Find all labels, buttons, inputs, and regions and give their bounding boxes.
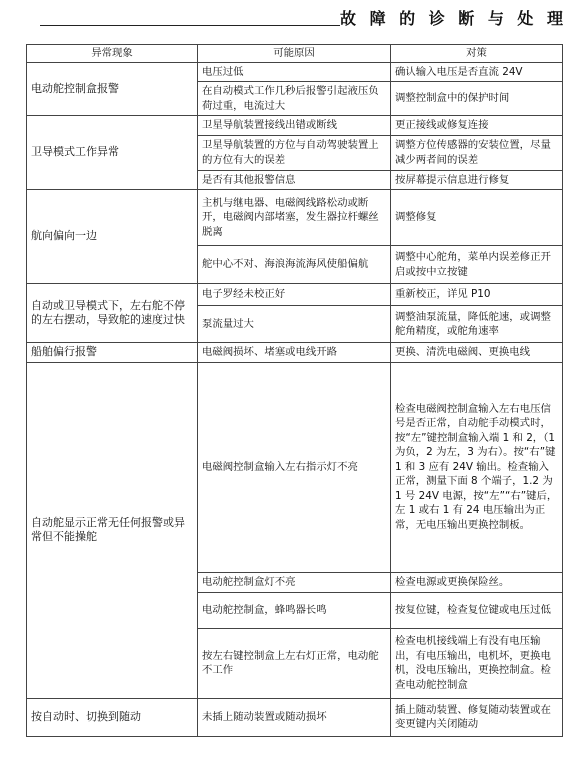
header-fix: 对策 [391, 45, 563, 63]
fix-cell: 更正接线或修复连接 [391, 116, 563, 136]
fault-table [26, 44, 563, 737]
table-row [27, 362, 563, 572]
cause-cell: 泵流量过大 [198, 306, 391, 343]
fix-cell: 确认输入电压是否直流 24V [391, 62, 563, 82]
cause-cell: 主机与继电器、电磁阀线路松动或断开，电磁阀内部堵塞，发生器拉杆螺丝脱离 [198, 190, 391, 246]
fix-cell: 调整修复 [391, 190, 563, 246]
cause-cell: 卫星导航装置接线出错或断线 [198, 116, 391, 136]
symptom-cell: 卫导模式工作异常 [27, 116, 198, 190]
fix-cell: 检查电源或更换保险丝。 [391, 572, 563, 592]
title-rule [40, 25, 340, 26]
header-cause: 可能原因 [198, 45, 391, 63]
symptom-cell: 自动舵显示正常无任何报警或异常但不能操舵 [27, 362, 198, 698]
fix-cell: 调整方位传感器的安装位置，尽量减少两者间的误差 [391, 135, 563, 170]
symptom-cell: 自动或卫导模式下，左右舵不停的左右摆动，导致舵的速度过快 [27, 284, 198, 343]
symptom-cell: 船舶偏行报警 [27, 343, 198, 363]
cause-cell: 按左右键控制盒上左右灯正常，电动舵不工作 [198, 628, 391, 698]
table-row [27, 343, 563, 363]
fix-cell: 调整控制盒中的保护时间 [391, 82, 563, 116]
table-row [27, 284, 563, 306]
cause-cell: 未插上随动装置或随动损坏 [198, 698, 391, 736]
cause-cell: 电磁阀控制盒输入左右指示灯不亮 [198, 362, 391, 572]
fix-cell: 按屏幕提示信息进行修复 [391, 170, 563, 190]
table-row [27, 698, 563, 736]
fix-cell: 检查电磁阀控制盒输入左右电压信号是否正常，自动舵手动模式时，按“左”键控制盒输入端 1 和 2，（1 为负，2 为左，3 为右）。按“右”键 1 和 3 应有 24V 输出。检查输入正常，测量下面 8 个端子，1.2 为 1 号 24V 电源，按“左”“右”键后，左 1 或右 1 有 24 电压输出为正常，无电压输出更换控制板。 [391, 362, 563, 572]
cause-cell: 在自动模式工作几秒后报警引起液压负荷过重，电流过大 [198, 82, 391, 116]
fix-cell: 按复位键，检查复位键或电压过低 [391, 592, 563, 628]
cause-cell: 电磁阀损坏、堵塞或电线开路 [198, 343, 391, 363]
table-header-row [27, 45, 563, 63]
cause-cell: 电动舵控制盒灯不亮 [198, 572, 391, 592]
cause-cell: 电动舵控制盒，蜂鸣器长鸣 [198, 592, 391, 628]
symptom-cell: 电动舵控制盒报警 [27, 62, 198, 116]
table-row [27, 116, 563, 136]
cause-cell: 电压过低 [198, 62, 391, 82]
fix-cell: 插上随动装置、修复随动装置或在变更键内关闭随动 [391, 698, 563, 736]
fix-cell: 检查电机接线端上有没有电压输出，有电压输出，电机坏，更换电机，没电压输出，更换控制盒。检查电动舵控制盒 [391, 628, 563, 698]
symptom-cell: 航向偏向一边 [27, 190, 198, 284]
header-symptom: 异常现象 [27, 45, 198, 63]
cause-cell: 电子罗经未校正好 [198, 284, 391, 306]
cause-cell: 是否有其他报警信息 [198, 170, 391, 190]
fix-cell: 重新校正，详见 P10 [391, 284, 563, 306]
page-title: 故 障 的 诊 断 与 处 理 [340, 9, 567, 28]
symptom-cell: 按自动时、切换到随动 [27, 698, 198, 736]
cause-cell: 舵中心不对、海浪海流海风使船偏航 [198, 246, 391, 284]
fix-cell: 更换、清洗电磁阀、更换电线 [391, 343, 563, 363]
fix-cell: 调整中心舵角，菜单内误差修正开启或按中立按键 [391, 246, 563, 284]
table-row [27, 190, 563, 246]
cause-cell: 卫星导航装置的方位与自动驾驶装置上的方位有大的误差 [198, 135, 391, 170]
fix-cell: 调整油泵流量，降低舵速，或调整舵角精度，或舵角速率 [391, 306, 563, 343]
table-row [27, 62, 563, 82]
